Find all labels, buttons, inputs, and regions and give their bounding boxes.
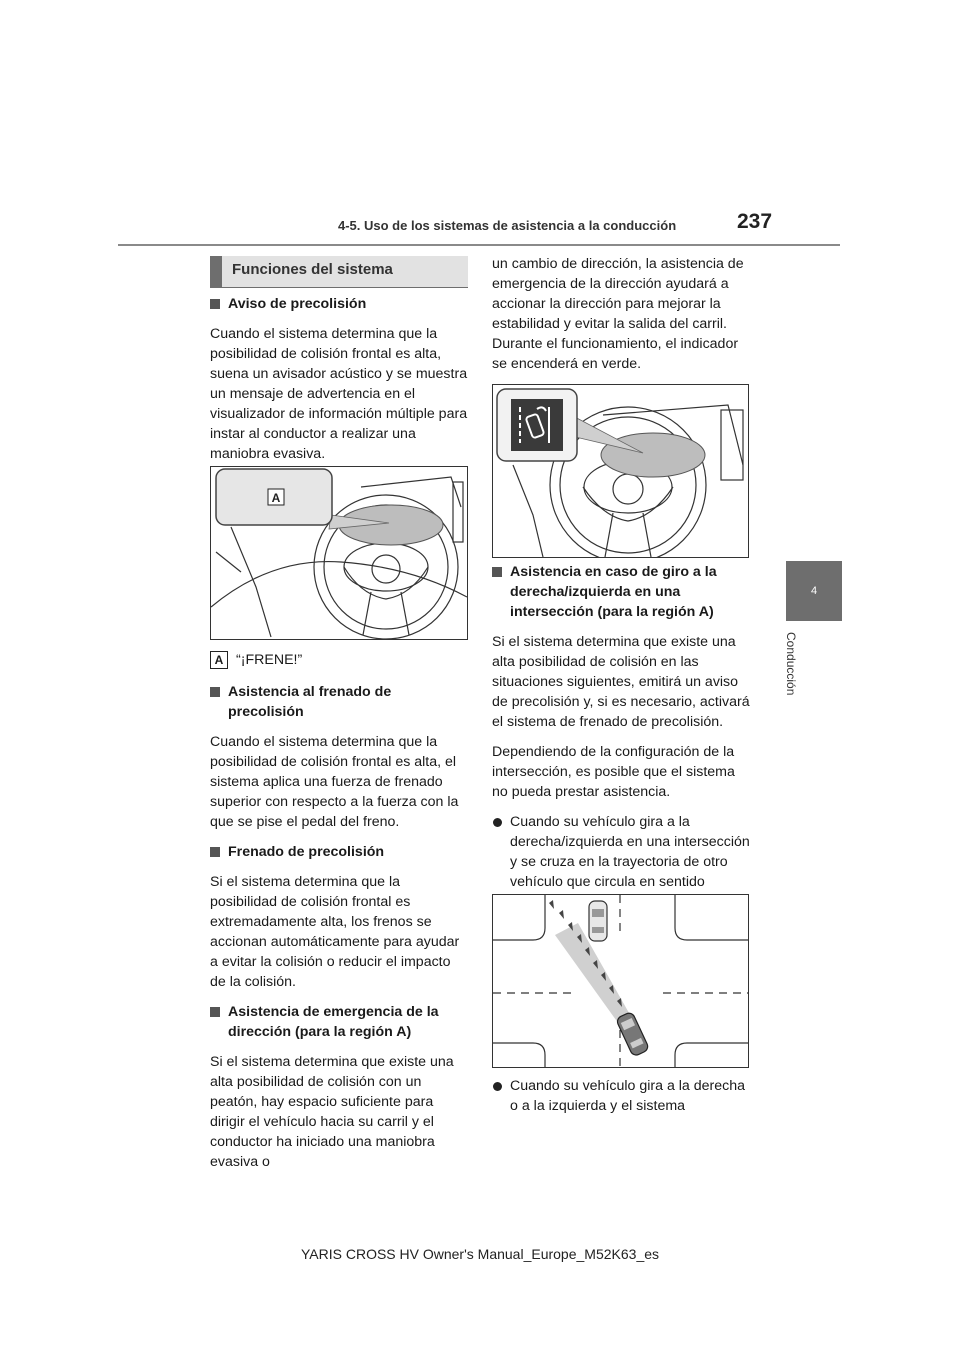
paragraph-precollision-warning: Cuando el sistema determina que la posibilidad de colisión frontal es alta, suena un avisador acústico y se muestra un mensaje de advertencia en el visualizador de información múltiple para instar al conductor a realizar una maniobra evasiva. xyxy=(210,326,468,462)
running-header-title: 4-5. Uso de los sistemas de asistencia a la conducción xyxy=(338,218,677,233)
intersection-illustration xyxy=(493,895,748,1067)
subheading-emergency-steering: Asistencia de emergencia de la dirección (para la región A) xyxy=(210,1002,468,1042)
chapter-label: Conducción xyxy=(784,632,798,696)
paragraph-brake-assist: Cuando el sistema determina que la posibilidad de colisión frontal es alta, el sistema aplica una fuerza de frenado superior con respecto a la fuerza con la que se pise el pedal del freno. xyxy=(210,734,459,830)
paragraph-precollision-braking: Si el sistema determina que la posibilidad de colisión frontal es extremadamente alta, los frenos se accionan automáticamente para ayudar a evitar la colisión o reducir el impacto de la colisión. xyxy=(210,874,460,990)
figure-intersection-diagram xyxy=(492,894,749,1068)
right-column-end xyxy=(492,1076,750,1126)
chapter-tab-label xyxy=(770,632,818,704)
figure-callout-label: A xyxy=(271,491,281,505)
dashboard-indicator-illustration xyxy=(493,385,748,557)
callout-caption xyxy=(210,650,468,670)
left-column-top xyxy=(210,294,468,474)
right-column-top xyxy=(492,254,750,384)
section-title-box xyxy=(210,256,468,288)
page-number: 237 xyxy=(737,210,773,233)
chapter-tab xyxy=(786,561,842,621)
figure-instrument-cluster-warning xyxy=(210,466,468,640)
subheading-precollision-warning: Aviso de precolisión xyxy=(210,294,468,314)
bullet-turning-vehicle: Cuando su vehículo gira a la derecha o a la izquierda y el sistema xyxy=(492,1076,750,1116)
right-column-bottom xyxy=(492,562,750,922)
oncoming-vehicle-icon xyxy=(589,901,607,941)
callout-key-box: A xyxy=(210,651,228,669)
chapter-number: 4 xyxy=(810,585,818,597)
section-title: Funciones del sistema xyxy=(232,261,393,278)
paragraph-turn-assist-1: Si el sistema determina que existe una alta posibilidad de colisión en las situaciones siguientes, emitirá un aviso de precolisión y, si es necesario, activará el sistema de frenado de precolisión. xyxy=(492,634,750,730)
footer-manual-title: YARIS CROSS HV Owner's Manual_Europe_M52K63_es xyxy=(300,1246,660,1262)
subheading-turn-assist: Asistencia en caso de giro a la derecha/izquierda en una intersección (para la región A) xyxy=(492,562,750,622)
callout-text: “¡FRENE!” xyxy=(236,652,303,668)
left-column-bottom xyxy=(210,682,468,1182)
paragraph-turn-assist-2: Dependiendo de la configuración de la intersección, es posible que el sistema no pueda prestar asistencia. xyxy=(492,744,735,800)
bullet-oncoming-vehicle: Cuando su vehículo gira a la derecha/izquierda en una intersección y se cruza en la trayectoria de otro vehículo que circula en sentido xyxy=(492,812,750,912)
dashboard-illustration xyxy=(211,467,467,639)
subheading-brake-assist: Asistencia al frenado de precolisión xyxy=(210,682,468,722)
subheading-precollision-braking: Frenado de precolisión xyxy=(210,842,468,862)
paragraph-emergency-steering: Si el sistema determina que existe una alta posibilidad de colisión con un peatón, hay espacio suficiente para dirigir el vehículo hacia su carril y el conductor ha iniciado una maniobra evasiva o xyxy=(210,1054,454,1170)
figure-steering-assist-indicator xyxy=(492,384,749,558)
header-divider xyxy=(118,244,840,246)
paragraph-emergency-steering-continued: un cambio de dirección, la asistencia de emergencia de la dirección ayudará a accionar la dirección para mejorar la estabilidad y evitar la salida del carril. Durante el funcionamiento, el indicador se encenderá en verde. xyxy=(492,256,744,372)
own-vehicle-icon xyxy=(616,1011,650,1057)
